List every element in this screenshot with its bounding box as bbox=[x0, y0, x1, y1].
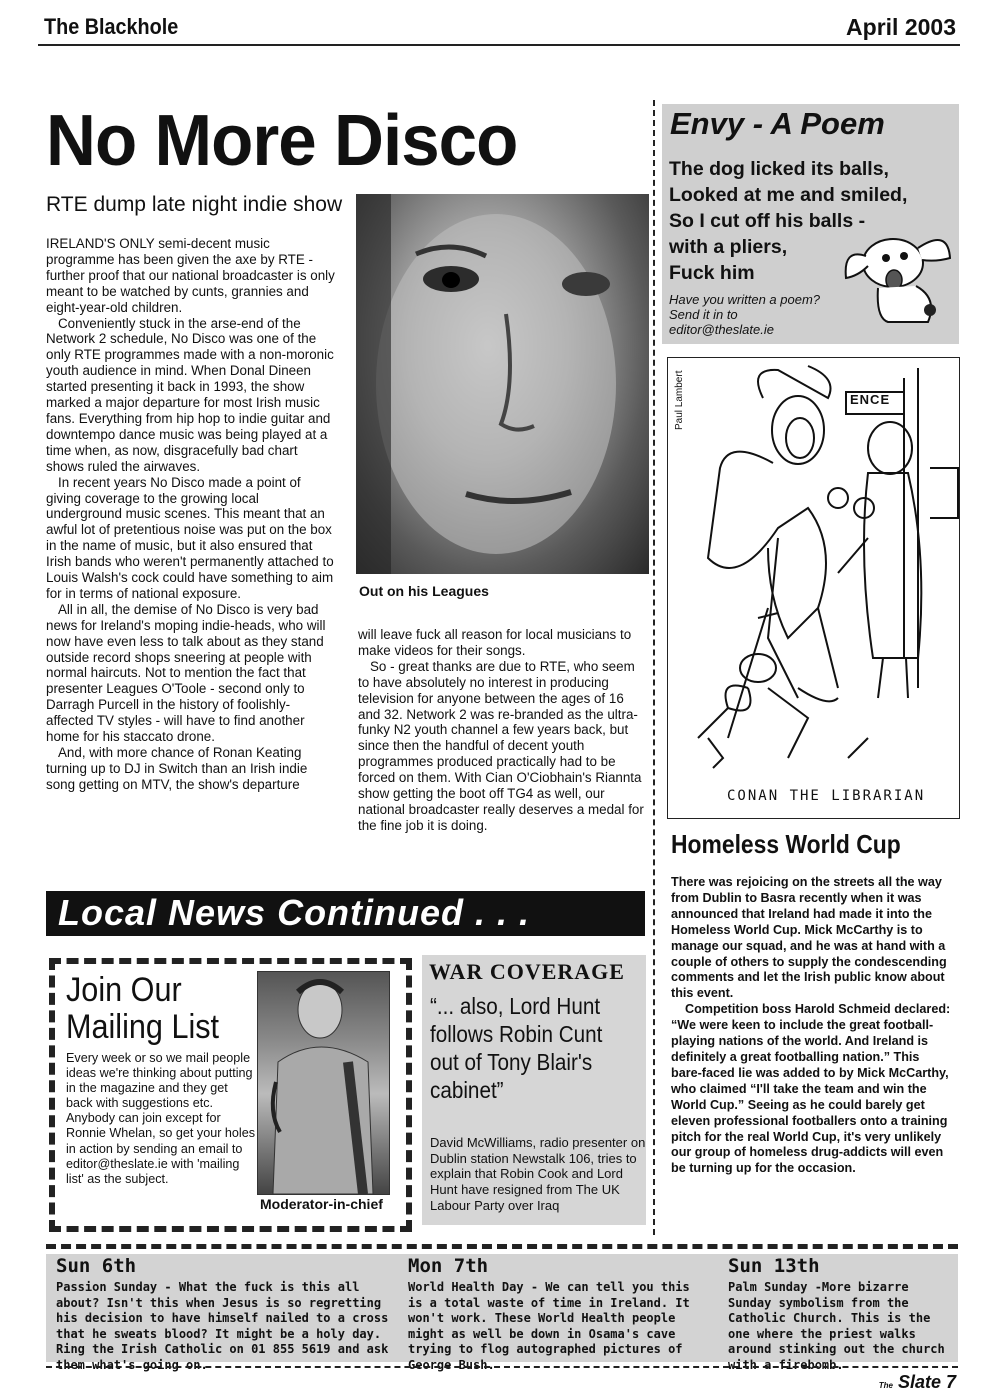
poem-email-link[interactable]: editor@theslate.ie bbox=[669, 322, 774, 337]
note-line: Have you written a poem? bbox=[669, 292, 821, 307]
war-coverage-text: David McWilliams, radio presenter on Dublin station Newstalk 106, tries to explain that Robin Cook and Lord Hunt have resigned from The UK Labour Party over Iraq bbox=[430, 1135, 646, 1213]
poem-title: Envy - A Poem bbox=[670, 106, 885, 141]
footer-the: The bbox=[878, 1381, 893, 1390]
war-coverage-title: WAR COVERAGE bbox=[429, 959, 625, 984]
article-paragraph: In recent years No Disco made a point of giving coverage to the growing local underground music scenes. This meant that an awful lot of pretentious noise was put on the box in the name of music, but it also ensured that Irish bands who weren't permanently attached to Louis Walsh's cock could have something to aim for in terms of national exposure. bbox=[46, 474, 334, 601]
mailing-title-line: Join Our bbox=[66, 971, 182, 1009]
article-paragraph: IRELAND'S ONLY semi-decent music programme has been given the axe by RTE - further proof that our national broadcaster is only meant to be watched by cunts, grannies and eight-year-old children. bbox=[46, 236, 335, 315]
strip-top-rule bbox=[46, 1244, 958, 1249]
photo-caption: Out on his Leagues bbox=[359, 583, 489, 599]
footer-publication: Slate bbox=[897, 1372, 941, 1392]
article-paragraph: And, with more chance of Ronan Keating turning up to DJ in Switch than an Irish indie song getting on MTV, the show's departure bbox=[46, 745, 308, 792]
moderator-figure bbox=[258, 972, 389, 1194]
poem-line: So I cut off his balls - bbox=[669, 210, 866, 232]
poem-line: with a pliers, bbox=[669, 236, 788, 258]
homeless-cup-text bbox=[671, 875, 953, 1177]
day-text: World Health Day - We can tell you this is a total waste of time in Ireland. It won't work. These World Health people might as well be down in Osama's cave trying to flog autographed pictures of George Bush. bbox=[408, 1280, 690, 1372]
poem-submission-note bbox=[669, 292, 849, 337]
article-paragraph: Conveniently stuck in the arse-end of the Network 2 schedule, No Disco was one of the only RTE programmes made with a non-moronic youth audience in mind. When Donal Dineen started presenting it back in 1993, the show marked a major departure for most Irish music fans. Everything from hip hop to indie guitar and downtempo dance music was being played at a time when, as now, disgracefully bad chart shows ruled the airwaves. bbox=[46, 315, 334, 474]
page-number: 7 bbox=[945, 1372, 956, 1392]
cartoon-label: CONAN THE LIBRARIAN bbox=[727, 788, 926, 804]
article-paragraph: So - great thanks are due to RTE, who seem to have absolutely no interest in producing television for anyone between the ages of 16 and 32. Network 2 was re-branded as the ultra-funky N2 youth channel a few years back, but since then the handful of decent youth programmes produced practically had to be forced on them. With Cian O'Ciobhain's Riannta show getting the boot off TG4 as well, our national broadcaster really deserves a medal for the fine job it is doing. bbox=[358, 658, 644, 833]
article-column-2 bbox=[358, 627, 648, 834]
local-news-banner-text: Local News Continued . . . bbox=[58, 892, 531, 933]
day-text: Palm Sunday -More bizarre Sunday symbolism from the Catholic Church. This is the one where the priest walks around stinking out the church with a firebomb. bbox=[728, 1280, 945, 1372]
mailing-title-line: Mailing List bbox=[66, 1008, 220, 1046]
day-text: Passion Sunday - What the fuck is this all about? Isn't this when Jesus is so regretting his decision to have himself nailed to a cross that he sweats blood? It might be a holy day. Ring the Irish Catholic on 01 855 5619 and ask them what's going on. bbox=[56, 1280, 389, 1372]
note-line: Send it in to bbox=[669, 307, 738, 322]
issue-date: April 2003 bbox=[846, 14, 956, 40]
publication-name: The Blackhole bbox=[44, 14, 179, 39]
cartoon-drawing bbox=[668, 358, 959, 818]
homeless-paragraph: Competition boss Harold Schmeid declared: “We were keen to include the great football-playing nations of the world. And Ireland is definitely a great footballing nation.” This bare-faced lie was added to by Mick McCarthy, who claimed “I'll take the team and win the World Cup.” Seeing as he could barely get eleven professional footballers onto a training pitch for the real World Cup, it's very unlikely our group of homeless drug-addicts will even be turning up for the occasion. bbox=[671, 1002, 951, 1176]
article-subheadline: RTE dump late night indie show bbox=[46, 193, 343, 216]
article-headline: No More Disco bbox=[46, 101, 518, 181]
cartoon-frame bbox=[667, 357, 960, 819]
moderator-caption: Moderator-in-chief bbox=[260, 1196, 383, 1212]
day-title: Sun 6th bbox=[56, 1255, 137, 1277]
header-rule bbox=[38, 44, 960, 46]
article-paragraph: will leave fuck all reason for local musicians to make videos for their songs. bbox=[358, 627, 632, 658]
day-title: Sun 13th bbox=[728, 1255, 820, 1277]
cartoon-sign: ENCE bbox=[850, 392, 891, 407]
war-coverage-quote: “... also, Lord Hunt follows Robin Cunt out of Tony Blair's cabinet” bbox=[430, 993, 603, 1103]
cartoon-credit: Paul Lambert bbox=[674, 370, 685, 430]
page-footer bbox=[879, 1372, 956, 1393]
mailing-list-text: Every week or so we mail people ideas we're thinking about putting in the magazine and they get back with suggestions etc. Anybody can join except for Ronnie Whelan, so get your holes in action by sending an email to editor@theslate.ie with 'mailing list' as the subject. bbox=[66, 1051, 256, 1186]
strip-bottom-rule bbox=[46, 1366, 958, 1368]
face-illustration bbox=[356, 194, 649, 574]
mailing-list-title bbox=[66, 972, 219, 1046]
column-divider bbox=[653, 100, 655, 1235]
article-paragraph: All in all, the demise of No Disco is very bad news for Ireland's moping indie-heads, who will now have even less to talk about as they stand outside record shops sneering at people with normal haircuts. Not to mention the fact that presenter Leagues O'Toole - second only to Darragh Purcell in the history of foolishly-affected TV styles - will have to find another home for his staccato drone. bbox=[46, 601, 326, 745]
poem-line: Looked at me and smiled, bbox=[669, 184, 908, 206]
article-column-1 bbox=[46, 236, 336, 793]
presenter-photo bbox=[356, 194, 649, 574]
day-title: Mon 7th bbox=[408, 1255, 489, 1277]
poem-line: The dog licked its balls, bbox=[669, 158, 889, 180]
dog-icon bbox=[838, 218, 956, 330]
homeless-paragraph: There was rejoicing on the streets all the way from Dublin to Basra recently when it was announced that Ireland had made it into the Homeless World Cup. Mick McCarthy is to manage our squad, and he was at hand with a couple of others to supply the condescending comments and let the Irish public know about this event. bbox=[671, 875, 947, 1001]
moderator-photo bbox=[257, 971, 390, 1195]
homeless-cup-title: Homeless World Cup bbox=[671, 829, 901, 859]
poem-line: Fuck him bbox=[669, 262, 755, 284]
